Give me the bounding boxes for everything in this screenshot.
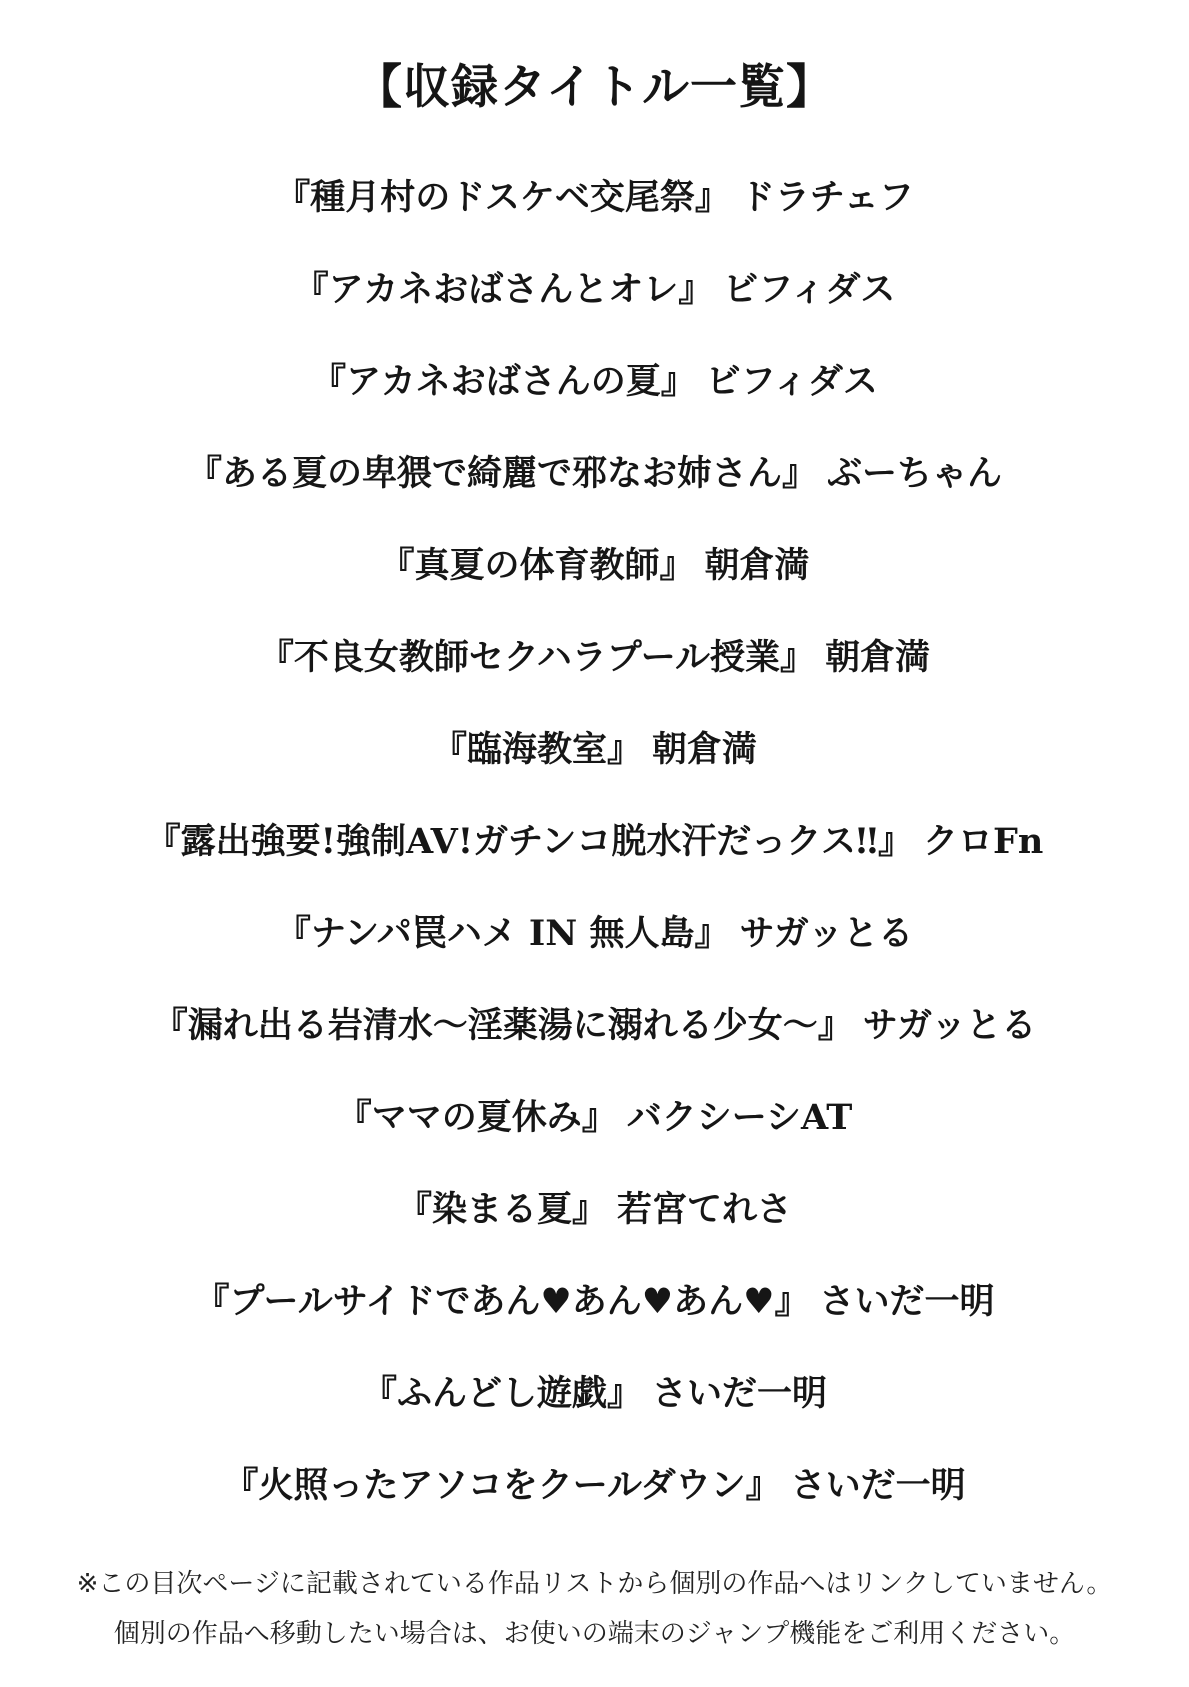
entry-author: ビフィダス: [723, 269, 896, 311]
footer-note-line2: 個別の作品へ移動したい場合は、お使いの端末のジャンプ機能をご利用ください。: [113, 1618, 1076, 1649]
entry-author: ビフィダス: [705, 361, 878, 403]
entry-author: 朝倉満: [652, 729, 758, 771]
entry-title: 『臨海教室』: [431, 729, 642, 771]
toc-entry: [186, 453, 1003, 495]
entry-title: 『ふんどし遊戯』: [361, 1373, 642, 1415]
entry-title: 『真夏の体育教師』: [379, 545, 695, 587]
toc-entry: [311, 361, 878, 403]
toc-entry: [275, 913, 914, 955]
toc-entry: [379, 545, 810, 587]
toc-entry: [336, 1097, 853, 1139]
entry-author: クロFn: [923, 821, 1044, 863]
toc-entry: [431, 729, 758, 771]
toc-entry: [293, 269, 896, 311]
page-title: 【収録タイトル一覧】: [354, 60, 835, 115]
entry-author: さいだ一明: [652, 1373, 828, 1415]
toc-list: [0, 177, 1189, 1507]
toc-entry: [258, 637, 931, 679]
entry-author: ぶーちゃん: [827, 453, 1003, 495]
entry-title: 『種月村のドスケベ交尾祭』: [275, 177, 730, 219]
entry-author: ドラチェフ: [739, 177, 914, 219]
toc-entry: [152, 1005, 1037, 1047]
entry-title: 『アカネおばさんの夏』: [311, 361, 696, 403]
entry-title: 『露出強要!強制AV!ガチンコ脱水汗だっクス‼』: [145, 821, 914, 863]
footer-note-line1: ※この目次ページに記載されている作品リストから個別の作品へはリンクしていません。: [76, 1569, 1113, 1600]
toc-entry: [396, 1189, 793, 1231]
entry-title: 『ママの夏休み』: [336, 1097, 617, 1139]
toc-entry: [361, 1373, 828, 1415]
entry-author: 朝倉満: [825, 637, 931, 679]
entry-title: 『不良女教師セクハラプール授業』: [258, 637, 816, 679]
entry-author: サガッとる: [739, 913, 914, 955]
toc-entry: [275, 177, 914, 219]
footer-note: [0, 1560, 1189, 1659]
toc-entry: [145, 821, 1044, 863]
entry-title: 『漏れ出る岩清水〜淫薬湯に溺れる少女〜』: [152, 1005, 853, 1047]
entry-title: 『ナンパ罠ハメ IN 無人島』: [275, 913, 730, 955]
toc-entry: [223, 1465, 966, 1507]
entry-author: さいだ一明: [790, 1465, 966, 1507]
entry-title: 『染まる夏』: [396, 1189, 607, 1231]
entry-title: 『火照ったアソコをクールダウン』: [223, 1465, 781, 1507]
entry-title: 『ある夏の卑猥で綺麗で邪なお姉さん』: [186, 453, 817, 495]
entry-author: バクシーシAT: [626, 1097, 853, 1139]
entry-author: 朝倉満: [704, 545, 810, 587]
toc-entry: [194, 1281, 995, 1323]
entry-title: 『プールサイドであん♥あん♥あん♥』: [194, 1281, 810, 1323]
entry-author: さいだ一明: [819, 1281, 995, 1323]
entry-title: 『アカネおばさんとオレ』: [293, 269, 714, 311]
entry-author: サガッとる: [862, 1005, 1037, 1047]
entry-author: 若宮てれさ: [617, 1189, 793, 1231]
